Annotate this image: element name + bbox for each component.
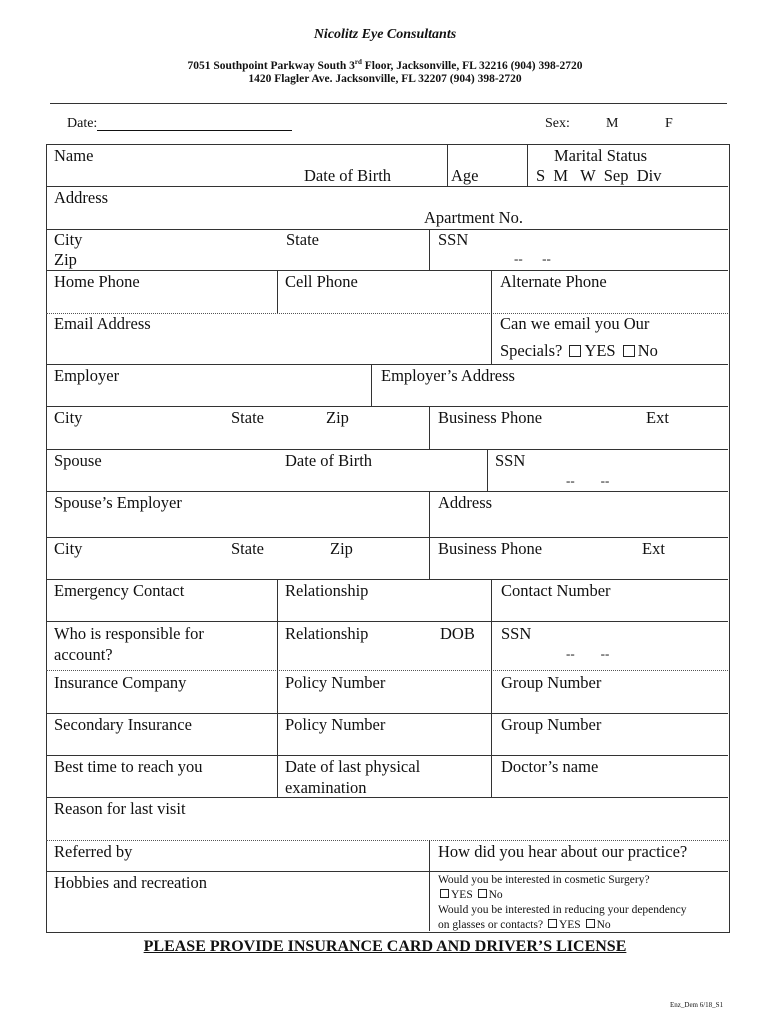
responsible-ssn-label: SSN xyxy=(501,624,532,643)
col-line xyxy=(371,364,372,406)
reduce-yes-checkbox[interactable] xyxy=(548,919,557,928)
row-line xyxy=(46,840,728,841)
row-line xyxy=(46,270,728,271)
reduce-no-checkbox[interactable] xyxy=(586,919,595,928)
responsible-dob-label: DOB xyxy=(440,624,475,643)
ssn-dashes: -- -- xyxy=(514,251,551,266)
secondary-policy-number-label: Policy Number xyxy=(285,715,386,734)
insurance-notice: PLEASE PROVIDE INSURANCE CARD AND DRIVER’S LICENSE xyxy=(143,938,627,955)
row-line xyxy=(46,797,728,798)
address-line-1-sup: rd xyxy=(354,58,362,66)
row-line xyxy=(46,537,728,538)
practice-name: Nicolitz Eye Consultants xyxy=(313,27,457,42)
row-line xyxy=(46,406,728,407)
col-line xyxy=(429,491,430,579)
col-line xyxy=(447,144,448,186)
zip-label: Zip xyxy=(54,250,77,269)
business-phone-label: Business Phone xyxy=(438,408,543,427)
hear-about-label: How did you hear about our practice? xyxy=(438,842,688,861)
responsible-ssn-dashes: -- -- xyxy=(566,646,610,661)
cosmetic-options xyxy=(438,888,503,903)
yes-checkbox[interactable] xyxy=(569,345,581,357)
last-physical-label-2: examination xyxy=(285,778,367,797)
relationship-label: Relationship xyxy=(285,581,369,600)
responsible-relationship-label: Relationship xyxy=(285,624,369,643)
spouse-ext-label: Ext xyxy=(642,539,665,558)
row-line xyxy=(46,713,728,714)
hobbies-label: Hobbies and recreation xyxy=(54,873,208,892)
date-label-text: Date: xyxy=(67,116,98,131)
contact-number-label: Contact Number xyxy=(501,581,611,600)
home-phone-label: Home Phone xyxy=(54,272,140,291)
no-checkbox[interactable] xyxy=(623,345,635,357)
employer-city-label: City xyxy=(54,408,83,427)
spouse-ssn-dashes: -- -- xyxy=(566,473,610,488)
col-line xyxy=(429,840,430,931)
row-line xyxy=(46,755,728,756)
responsible-label-1: Who is responsible for xyxy=(54,624,204,643)
col-line xyxy=(277,270,278,313)
spouse-ssn-label: SSN xyxy=(495,451,526,470)
policy-number-label: Policy Number xyxy=(285,673,386,692)
col-line xyxy=(487,449,488,491)
yes-label: YES xyxy=(584,341,616,360)
reduce-question-2 xyxy=(438,918,611,933)
row-line xyxy=(46,670,728,671)
spouse-employer-address-label: Address xyxy=(438,493,493,512)
address-label: Address xyxy=(54,188,109,207)
form-code: Enz_Dem 6/18_S1 xyxy=(670,1001,724,1009)
state-label: State xyxy=(286,230,319,249)
address-line-1-pre: 7051 Southpoint Parkway South 3 xyxy=(187,59,355,72)
cosmetic-question: Would you be interested in cosmetic Surgery? xyxy=(438,874,650,886)
date-label xyxy=(67,117,292,131)
secondary-insurance-label: Secondary Insurance xyxy=(54,715,192,734)
ext-label: Ext xyxy=(646,408,669,427)
best-time-label: Best time to reach you xyxy=(54,757,203,776)
cell-phone-label: Cell Phone xyxy=(285,272,358,291)
col-line xyxy=(527,144,528,186)
sex-m-option[interactable]: M xyxy=(606,116,619,131)
row-line xyxy=(46,364,728,365)
cosmetic-no-label: No xyxy=(488,889,503,901)
spouse-state-label: State xyxy=(231,539,264,558)
email-question: Can we email you Our xyxy=(500,314,650,333)
cosmetic-yes-checkbox[interactable] xyxy=(440,889,449,898)
alternate-phone-label: Alternate Phone xyxy=(500,272,607,291)
apartment-label: Apartment No. xyxy=(424,208,523,227)
col-line xyxy=(491,270,492,364)
row-line xyxy=(46,621,728,622)
dob-label: Date of Birth xyxy=(304,166,392,185)
col-line xyxy=(429,406,430,449)
reduce-no-label: No xyxy=(596,919,611,931)
reason-visit-label: Reason for last visit xyxy=(54,799,186,818)
spouse-city-label: City xyxy=(54,539,83,558)
header-divider xyxy=(50,103,727,104)
cosmetic-yes-label: YES xyxy=(451,889,473,901)
referred-by-label: Referred by xyxy=(54,842,133,861)
employer-address-label: Employer’s Address xyxy=(381,366,515,385)
employer-label: Employer xyxy=(54,366,120,385)
last-physical-label-1: Date of last physical xyxy=(285,757,421,776)
group-number-label: Group Number xyxy=(501,673,602,692)
spouse-label: Spouse xyxy=(54,451,102,470)
secondary-group-number-label: Group Number xyxy=(501,715,602,734)
spouse-business-phone-label: Business Phone xyxy=(438,539,543,558)
col-line xyxy=(429,229,430,270)
name-label: Name xyxy=(54,146,94,165)
cosmetic-no-checkbox[interactable] xyxy=(478,889,487,898)
row-line xyxy=(46,579,728,580)
age-label: Age xyxy=(451,166,479,185)
col-line xyxy=(277,579,278,797)
email-specials xyxy=(500,343,658,360)
date-field[interactable] xyxy=(97,117,292,131)
no-label: No xyxy=(637,341,658,360)
employer-zip-label: Zip xyxy=(326,408,349,427)
ssn-label: SSN xyxy=(438,230,469,249)
address-line-2: 1420 Flagler Ave. Jacksonville, FL 32207 (904) 398-2720 xyxy=(248,73,522,85)
reduce-question-1: Would you be interested in reducing your dependency xyxy=(438,904,687,916)
emergency-contact-label: Emergency Contact xyxy=(54,581,185,600)
insurance-company-label: Insurance Company xyxy=(54,673,187,692)
col-line xyxy=(491,579,492,797)
city-label: City xyxy=(54,230,83,249)
employer-state-label: State xyxy=(231,408,264,427)
doctor-name-label: Doctor’s name xyxy=(501,757,599,776)
spouse-dob-label: Date of Birth xyxy=(285,451,373,470)
row-line xyxy=(46,491,728,492)
sex-label: Sex: xyxy=(545,116,570,131)
spouse-employer-label: Spouse’s Employer xyxy=(54,493,182,512)
row-line xyxy=(46,186,728,187)
email-specials-text: Specials? xyxy=(500,341,563,360)
address-line-1 xyxy=(0,58,770,72)
row-line xyxy=(46,229,728,230)
row-line xyxy=(46,449,728,450)
reduce-question-2-text: on glasses or contacts? xyxy=(438,919,544,931)
row-line xyxy=(46,871,728,872)
marital-status-label: Marital Status xyxy=(554,146,648,165)
responsible-label-2: account? xyxy=(54,645,113,664)
marital-options[interactable]: S M W Sep Div xyxy=(536,166,662,185)
address-line-1-post: Floor, Jacksonville, FL 32216 (904) 398-2720 xyxy=(361,59,583,72)
reduce-yes-label: YES xyxy=(558,919,581,931)
email-label: Email Address xyxy=(54,314,151,333)
sex-f-option[interactable]: F xyxy=(665,116,673,131)
spouse-zip-label: Zip xyxy=(330,539,353,558)
